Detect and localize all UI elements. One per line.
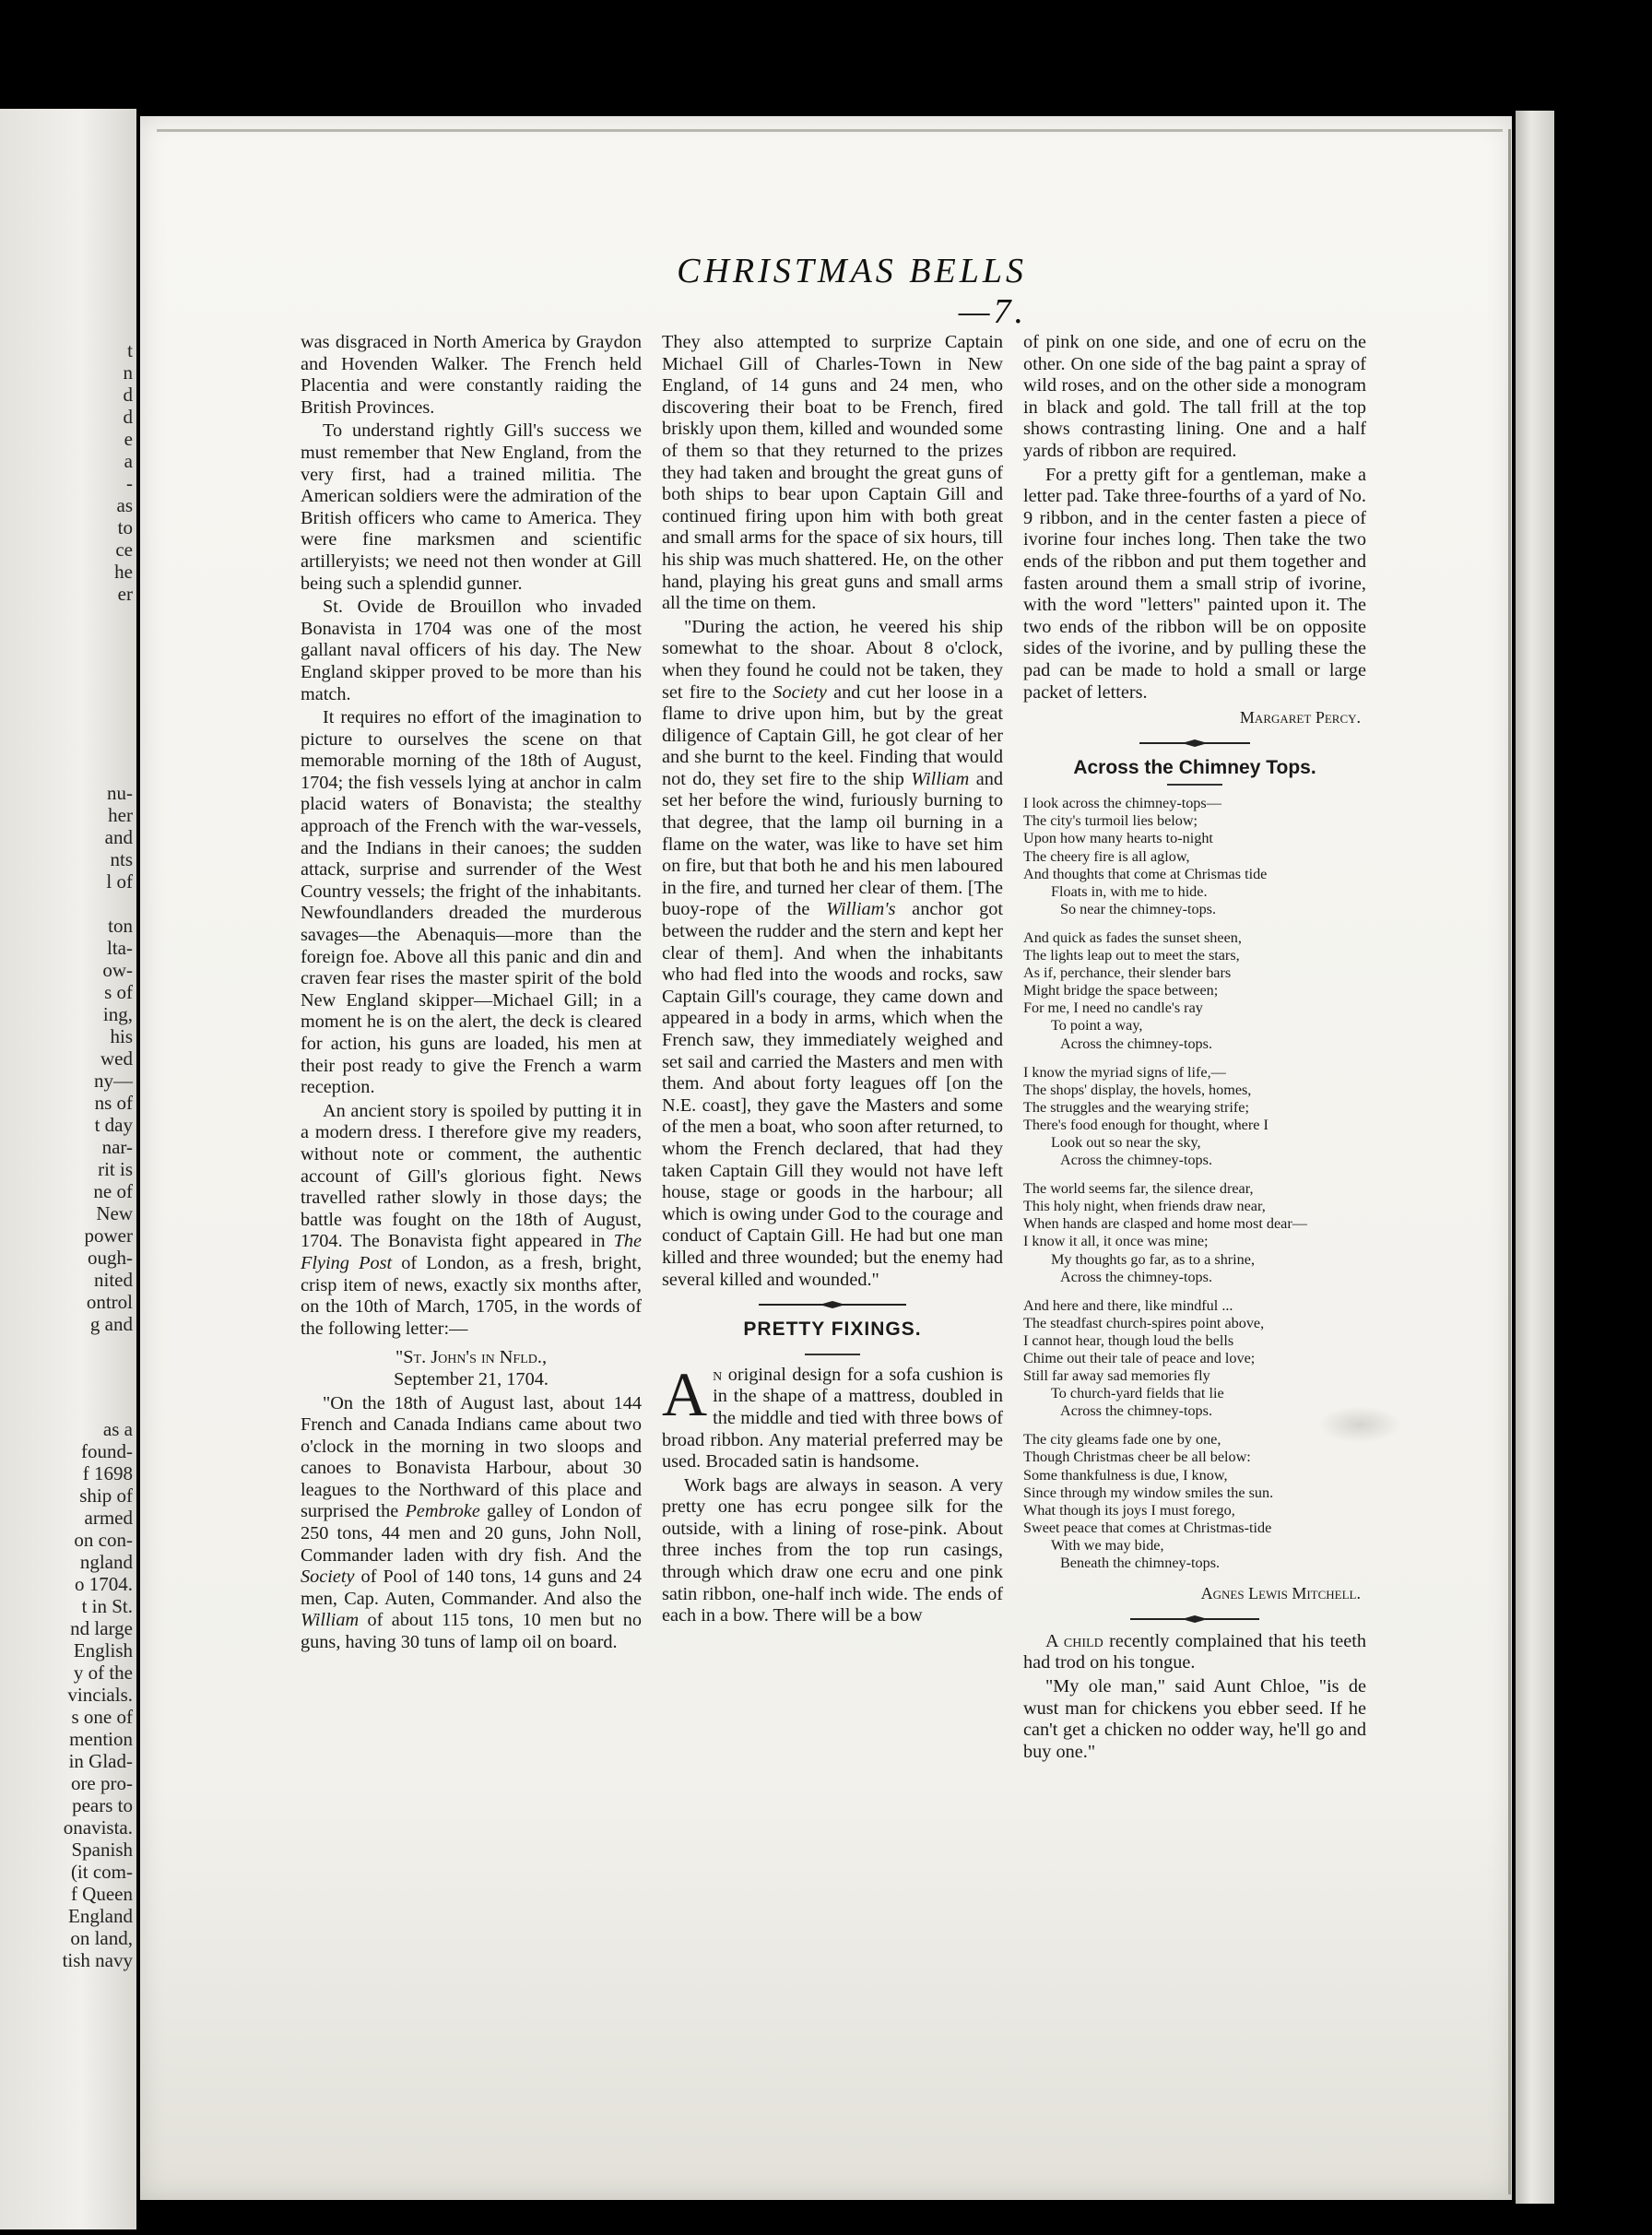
fragment-line: armed	[84, 1507, 133, 1529]
section-divider-ornament	[1121, 739, 1268, 748]
fragment-line: as	[116, 494, 133, 516]
poem-stanza	[1023, 1064, 1366, 1170]
adjacent-page-fragment	[0, 109, 136, 2229]
paragraph: "On the 18th of August last, about 144 French and Canada Indians came about two o'clock in the morning in two sloops and canoes to Bonavista Harbour, about 30 leagues to the Northward of this place and surprised the Pembroke galley of London of 250 tons, 44 men and 20 guns, John Noll, Commander laden with dry fish. And the Society of Pool of 140 tons, 14 guns and 24 men, Cap. Auten, Commander. And also the William of about 115 tons, 10 men but no guns, having 30 tuns of lamp oil on board.	[301, 1392, 642, 1653]
fragment-line: f Queen	[70, 1883, 133, 1905]
fragment-line: t in St.	[81, 1595, 133, 1617]
fragment-line: a	[124, 450, 133, 472]
poem-line: This holy night, when friends draw near,	[1023, 1198, 1266, 1215]
fragment-line: ow-	[102, 959, 133, 981]
letter-dateline: "St. John's in Nfld., September 21, 1704.	[394, 1347, 549, 1389]
paragraph: For a pretty gift for a gentleman, make a letter pad. Take three-fourths of a yard of No. 9 ribbon, and in the center fasten a piece of ivorine four inches long. Then take the two ends of the ribbon and put them together and fasten around them a small strip of ivorine, with the word "letters" painted upon it. The two ends of the ribbon will be on opposite sides of the ivorine, and by pulling these the pad can be made to hold a small or large packet of letters.	[1023, 464, 1366, 703]
poem-line: I cannot hear, though loud the bells	[1023, 1331, 1234, 1349]
fragment-line: ny—	[94, 1070, 133, 1092]
fragment-line: power	[84, 1224, 133, 1247]
poem-line: Look out so near the sky,	[1051, 1133, 1201, 1151]
fragment-line: nited	[94, 1269, 133, 1291]
fragment-line: s one of	[71, 1706, 133, 1728]
poem-line: The shops' display, the hovels, homes,	[1023, 1081, 1252, 1098]
fragment-line	[85, 893, 133, 915]
paragraph: They also attempted to surprize Captain Michael Gill of Charles-Town in New England, of 14 guns and 24 men, who discovering their boat to be French, fired briskly upon them, killed and wounded some of them so that they returned to the prizes they had taken and brought the great guns of both ships to bear upon Captain Gill and continued firing upon him with both great and small arms for the space of six hours, till his ship was much shattered. He, on the other hand, playing his great guns and small arms all the time on them.	[662, 332, 1003, 614]
poem-line: The cheery fire is all aglow,	[1023, 847, 1190, 865]
paragraph: An ancient story is spoiled by putting it in a modern dress. I therefore give my readers, without note or comment, the authentic account of Gill's glorious fight. News travelled rather slowly in those days; the battle was fought on the 18th of August, 1704. The Bonavista fight appeared in The Flying Post of London, as a fresh, bright, crisp item of news, exactly six months after, on the 10th of March, 1705, in the words of the following letter:—	[301, 1100, 642, 1339]
poem-stanza	[1023, 795, 1366, 918]
fragment-line: ship of	[79, 1484, 133, 1507]
poem-line: The city's turmoil lies below;	[1023, 812, 1198, 830]
poem-line: I know it all, it once was mine;	[1023, 1233, 1209, 1250]
fragment-line: his	[110, 1025, 133, 1047]
fragment-line: Spanish	[71, 1839, 133, 1861]
fragment-line: ns of	[94, 1092, 133, 1114]
fragment-line: n	[123, 361, 133, 384]
fragment-line: d	[123, 406, 133, 428]
poem-line: There's food enough for thought, where I	[1023, 1116, 1268, 1133]
fragment-line: ing,	[102, 1003, 133, 1025]
poem-line: The world seems far, the silence drear,	[1023, 1180, 1254, 1198]
poem-line: The lights leap out to meet the stars,	[1023, 947, 1240, 964]
fragment-line: o 1704.	[75, 1573, 133, 1595]
fragment-line: to	[117, 516, 133, 538]
fragment-line: g and	[89, 1313, 133, 1335]
poem-line: Floats in, with me to hide.	[1051, 882, 1208, 900]
fragment-line: pears to	[72, 1794, 133, 1816]
fragment-line: ne of	[93, 1180, 133, 1202]
paragraph: "My ole man," said Aunt Chloe, "is de wust man for chickens you ebber seed. If he can't get a chicken no odder way, he'll go and buy one."	[1023, 1675, 1366, 1762]
right-border-rule	[1508, 129, 1511, 2194]
paragraph: To understand rightly Gill's success we must remember that New England, from the very first, had a trained militia. The American soldiers were the admiration of the British officers who came to America. They were fine marksmen and scientific artilleryists; we need not then wonder at Gill being such a splendid gunner.	[301, 420, 642, 594]
fragment-line: -	[126, 472, 133, 494]
poem-line: And here and there, like mindful ...	[1023, 1296, 1233, 1314]
poem-line: And quick as fades the sunset sheen,	[1023, 928, 1242, 946]
fragment-line: tish navy	[62, 1949, 133, 1971]
section-heading: PRETTY FIXINGS.	[743, 1319, 922, 1341]
poem-line: Might bridge the space between;	[1023, 982, 1219, 999]
author-signature: Margaret Percy.	[1239, 708, 1361, 727]
fragment-line: ton	[108, 915, 133, 937]
fragment-line: wed	[100, 1047, 133, 1070]
poem-title: Across the Chimney Tops.	[1073, 756, 1316, 778]
poem	[1023, 795, 1366, 1572]
paragraph: St. Ovide de Brouillon who invaded Bonavista in 1704 was one of the most gallant naval officers of his day. The New England skipper proved to be more than his match.	[301, 597, 642, 704]
poem-line: As if, perchance, their slender bars	[1023, 964, 1232, 982]
fragment-line: ontrol	[86, 1291, 133, 1313]
paragraph: An original design for a sofa cushion is in the shape of a mattress, doubled in the middle and tied with three bows of broad ribbon. Any material preferred may be used. Brocaded satin is handsome.	[662, 1358, 1003, 1472]
fragment-line: f 1698	[82, 1462, 133, 1484]
poem-stanza	[1023, 929, 1366, 1053]
fragment-line: as a	[102, 1418, 133, 1440]
poem-line: The steadfast church-spires point above,	[1023, 1314, 1265, 1331]
fragment-line: ore pro-	[70, 1772, 133, 1794]
fragment-line: he	[114, 561, 133, 583]
fragment-line: her	[108, 804, 133, 826]
poem-line: What though its joys I must forego,	[1023, 1501, 1235, 1519]
poem-line: I know the myriad signs of life,—	[1023, 1063, 1226, 1081]
poem-line: The struggles and the wearying strife;	[1023, 1098, 1249, 1116]
poem-line: And thoughts that come at Chrismas tide	[1023, 865, 1268, 882]
fragment-line: ough-	[88, 1247, 133, 1269]
poem-line: When hands are clasped and home most dear—	[1023, 1215, 1307, 1233]
poem-line: Still far away sad memories fly	[1023, 1367, 1210, 1385]
fragment-line: ngland	[79, 1551, 133, 1573]
fragment-line: found-	[81, 1440, 133, 1462]
section-divider-ornament	[1121, 1614, 1268, 1624]
poem-line: Though Christmas cheer be all below:	[1023, 1449, 1251, 1466]
fragment-line: rit is	[98, 1158, 133, 1180]
paragraph: of pink on one side, and one of ecru on the other. On one side of the bag paint a spray of wild roses, and on the other side a monogram in black and gold. The tall frill at the top shows contrasting lining. One and a half yards of ribbon are required.	[1023, 332, 1366, 461]
poem-line: Chime out their tale of peace and love;	[1023, 1350, 1256, 1366]
column-3	[1023, 332, 1366, 1765]
poem-line: Sweet peace that comes at Christmas-tide	[1023, 1519, 1272, 1536]
poem-line: Across the chimney-tops.	[1060, 1152, 1212, 1169]
fragment-line: t day	[94, 1114, 133, 1136]
fragment-line: d	[123, 384, 133, 406]
paragraph: was disgraced in North America by Graydon and Hovenden Walker. The French held Placentia and were constantly raiding the British Provinces.	[301, 332, 642, 418]
fragment-line: in Glad-	[68, 1750, 133, 1772]
fragment-line: mention	[69, 1728, 133, 1750]
fragment-line: England	[68, 1905, 133, 1927]
heading-underline	[805, 1354, 860, 1355]
column-1	[301, 332, 642, 1656]
poem-line: Since through my window smiles the sun.	[1023, 1484, 1274, 1501]
fragment-line: and	[104, 826, 133, 848]
fragment-line: y of the	[73, 1661, 133, 1684]
poem-line: With we may bide,	[1051, 1536, 1164, 1554]
fragment-line: s of	[104, 981, 133, 1003]
heading-underline	[1167, 784, 1222, 786]
fragment-line: er	[117, 583, 133, 605]
paragraph: A child recently complained that his teeth had trod on his tongue.	[1023, 1630, 1366, 1673]
drop-cap: A	[662, 1358, 708, 1429]
section-divider-ornament	[759, 1300, 906, 1309]
fragment-line: vincials.	[67, 1684, 133, 1706]
fragment-line: nd large	[70, 1617, 133, 1639]
fragment-line: onavista.	[63, 1816, 133, 1839]
poem-line: Across the chimney-tops.	[1060, 1035, 1212, 1052]
fragment-line: ce	[115, 538, 133, 561]
left-margin-fragment-b	[85, 782, 133, 1335]
poem-line: For me, I need no candle's ray	[1023, 999, 1203, 1017]
top-border-rule	[157, 129, 1503, 132]
fragment-line: lta-	[107, 937, 133, 959]
author-signature: Agnes Lewis Mitchell.	[1200, 1584, 1361, 1603]
paragraph: Work bags are always in season. A very pretty one has ecru pongee silk for the outside, with a lining of rose-pink. About three inches from the top run casings, through which draw one ecru and one pink satin ribbon, one-half inch wide. The ends of each in a bow. There will be a bow	[662, 1474, 1003, 1626]
page-header: CHRISTMAS BELLS—7.	[677, 252, 1027, 331]
fragment-line: New	[96, 1202, 133, 1224]
paragraph: It requires no effort of the imagination to picture to ourselves the scene on that memorable morning of the 18th of August, 1704; the fish vessels lying at anchor in calm placid waters of Bonavista; the stealthy approach of the French with the war-vessels, and the Indians in their canoes; the sudden attack, surprise and surrender of the West Country vessels; the fright of the inhabitants. Newfoundlanders dreaded the murderous savages—the Abenaquis—more than the foreign foe. Above all this panic and din and craven fear rises the master spirit of the bold New England skipper—Michael Gill; in a moment he is on the alert, the deck is cleared for action, his guns are loaded, his men at their post ready to give the French a warm reception.	[301, 707, 642, 1098]
poem-line: Beneath the chimney-tops.	[1060, 1555, 1221, 1572]
fragment-line: t	[127, 339, 133, 361]
poem-line: To church-yard fields that lie	[1051, 1385, 1224, 1402]
fragment-line: (it com-	[70, 1861, 133, 1883]
page-edge	[1516, 111, 1554, 2204]
poem-line: The city gleams fade one by one,	[1023, 1431, 1221, 1449]
fragment-line: English	[73, 1639, 133, 1661]
fragment-line: e	[124, 428, 133, 450]
left-margin-fragment-a	[114, 339, 133, 605]
left-margin-fragment-c	[63, 1418, 133, 1971]
poem-stanza	[1023, 1180, 1366, 1286]
paragraph: "During the action, he veered his ship somewhat to the shoar. About 8 o'clock, when they found he could not be taken, they set fire to the Society and cut her loose in a flame to drive upon him, but by the great diligence of Captain Gill, he got clear of her and she burnt to the keel. Finding that would not do, they set fire to the ship William and set her before the wind, furiously burning to that degree, that the lamp oil burning in a flame on the water, was like to have set him on fire, but that both he and his men laboured in the fire, and turned her clear of them. [The buoy-rope of the William's anchor got between the rudder and the stern and kept her clear of them]. And when the inhabitants who had fled into the woods and rocks, saw Captain Gill's courage, they came down and appeared in a body in arms, which when the French saw, they immediately weighed and set sail and carried the Masters and men with them. And about forty leagues off [on the N.E. coast], they gave the Masters and some of the men a boat, who soon after returned, to whom the French declared, that had they taken Captain Gill they would not have left house, stage or goods in the harbour; all which is owing under God to the courage and conduct of Captain Gill. He had but one man killed and three wounded; but the enemy had several killed and wounded."	[662, 616, 1004, 1290]
column-2	[662, 332, 1003, 1629]
fragment-line: nts	[110, 848, 133, 870]
poem-line: Upon how many hearts to-night	[1023, 830, 1213, 847]
fragment-line: on con-	[74, 1529, 133, 1551]
fragment-line: nar-	[101, 1136, 133, 1158]
fragment-line: nu-	[107, 782, 133, 804]
poem-line: To point a way,	[1051, 1017, 1143, 1035]
poem-line: I look across the chimney-tops—	[1023, 795, 1221, 812]
fragment-line: l of	[106, 870, 133, 893]
fragment-line: on land,	[70, 1927, 133, 1949]
poem-line: My thoughts go far, as to a shrine,	[1051, 1250, 1255, 1268]
poem-line: Some thankfulness is due, I know,	[1023, 1466, 1228, 1484]
poem-stanza	[1023, 1297, 1366, 1421]
poem-stanza	[1023, 1431, 1366, 1572]
poem-line: Across the chimney-tops.	[1060, 1402, 1212, 1420]
poem-line: So near the chimney-tops.	[1060, 900, 1217, 917]
poem-line: Across the chimney-tops.	[1060, 1268, 1212, 1285]
